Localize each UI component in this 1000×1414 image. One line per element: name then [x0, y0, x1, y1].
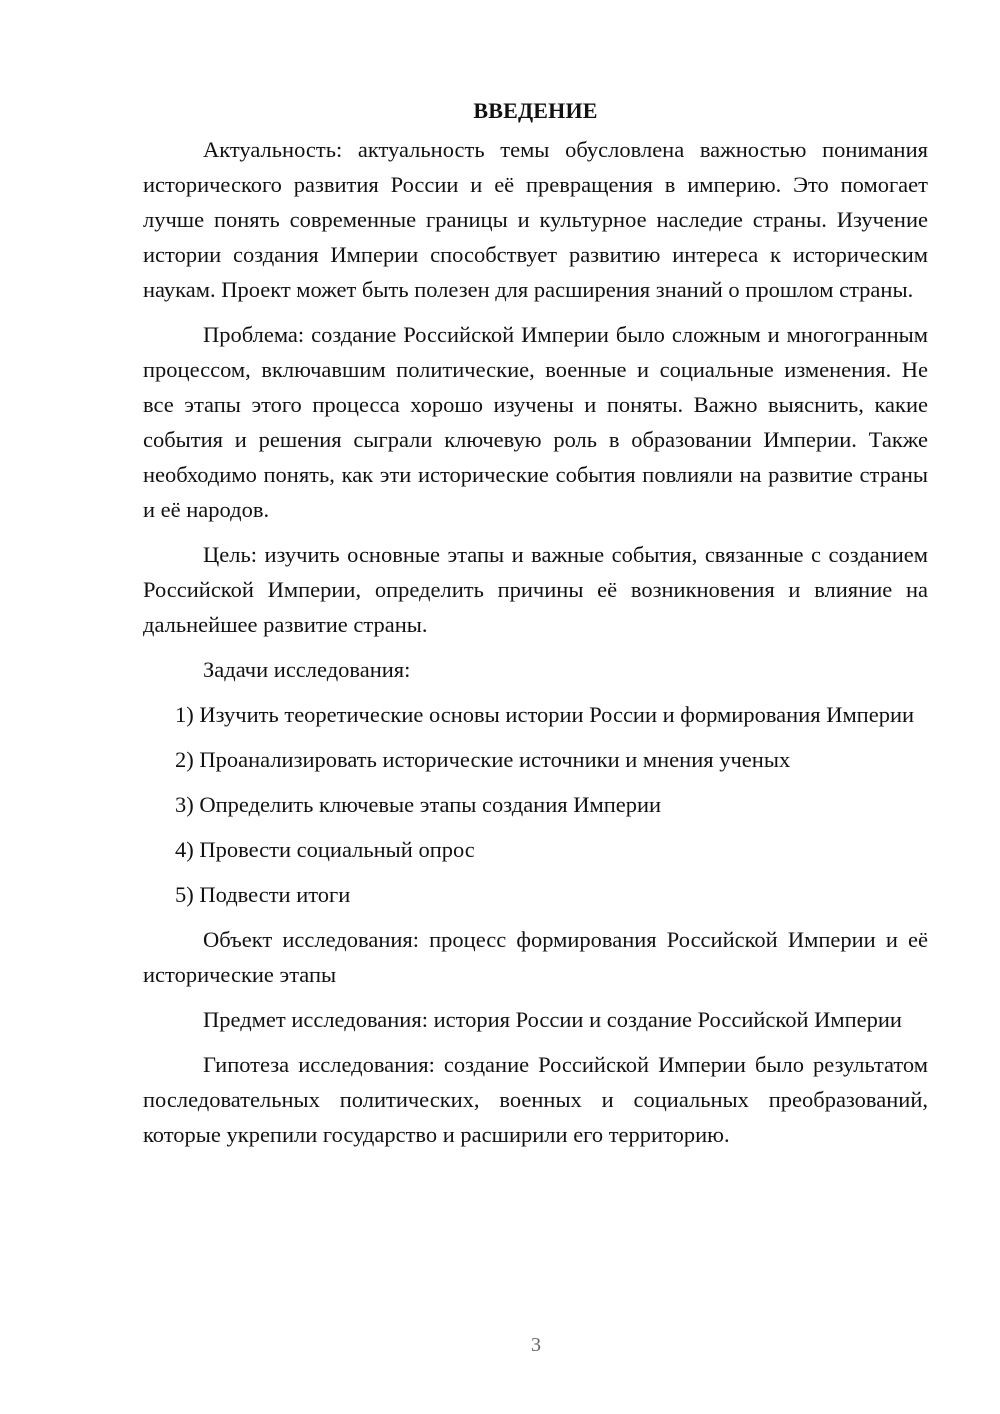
section-title: ВВЕДЕНИЕ	[473, 98, 598, 123]
task-item-4: 4) Провести социальный опрос	[175, 837, 475, 862]
object-paragraph: Объект исследования: процесс формирования Российской Империи и её исторические этапы	[143, 927, 928, 987]
subject-paragraph: Предмет исследования: история России и создание Российской Империи	[203, 1007, 902, 1032]
problem-paragraph: Проблема: создание Российской Империи было сложным и многогранным процессом, включавшим политические, военные и социальные изменения. Не все этапы этого процесса хорошо изучены и поняты. Важно выяснить, какие события и решения сыграли ключевую роль в образовании Империи. Также необходимо понять, как эти исторические события повлияли на развитие страны и её народов.	[143, 322, 928, 522]
tasks-list	[143, 697, 928, 912]
relevance-paragraph: Актуальность: актуальность темы обусловлена важностью понимания исторического развития России и её превращения в империю. Это помогает лучше понять современные границы и культурное наследие страны. Изучение истории создания Империи способствует развитию интереса к историческим наукам. Проект может быть полезен для расширения знаний о прошлом страны.	[143, 137, 928, 302]
task-item-2: 2) Проанализировать исторические источники и мнения ученых	[175, 747, 791, 772]
task-item-3: 3) Определить ключевые этапы создания Империи	[175, 792, 662, 817]
hypothesis-paragraph: Гипотеза исследования: создание Российской Империи было результатом последовательных политических, военных и социальных преобразований, которые укрепили государство и расширили его территорию.	[143, 1052, 928, 1147]
page-number: 3	[531, 1334, 541, 1356]
tasks-heading: Задачи исследования:	[203, 657, 411, 682]
task-item-1: 1) Изучить теоретические основы истории России и формирования Империи	[175, 702, 915, 727]
goal-paragraph: Цель: изучить основные этапы и важные события, связанные с созданием Российской Империи, определить причины её возникновения и влияние на дальнейшее развитие страны.	[143, 542, 928, 637]
task-item-5: 5) Подвести итоги	[175, 882, 351, 907]
document-page	[143, 96, 928, 1162]
